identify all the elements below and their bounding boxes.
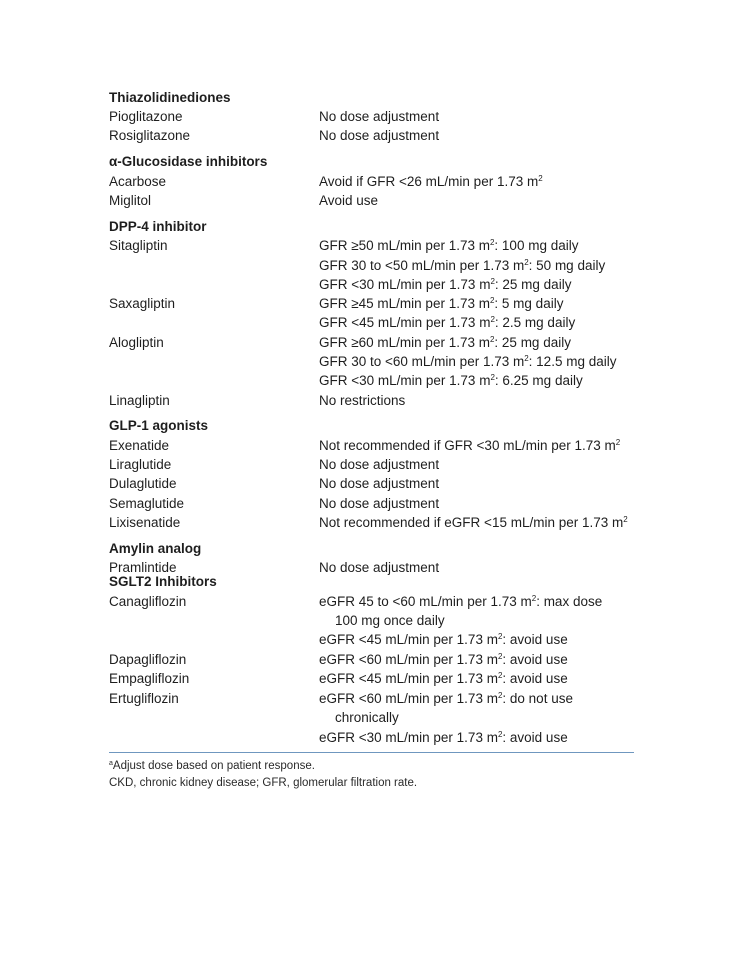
table-section-header: [0, 88, 741, 108]
dose-text-suffix: : 12.5 mg daily: [528, 354, 617, 369]
dose-recommendation: [319, 592, 602, 612]
table-row: [0, 107, 741, 127]
superscript-exponent: 2: [524, 354, 529, 363]
table-row: [0, 650, 741, 670]
drug-class-heading: DPP-4 inhibitor: [109, 219, 207, 234]
superscript-exponent: 2: [497, 671, 503, 680]
drug-class-heading: Thiazolidinediones: [109, 90, 231, 105]
drug-name: Rosiglitazone: [109, 128, 191, 143]
table-bottom-rule: [109, 752, 634, 753]
table-row: [0, 352, 741, 372]
dose-text: eGFR <45 mL/min per 1.73 m: [319, 671, 498, 686]
drug-name: Linagliptin: [109, 393, 170, 408]
table-row: [0, 513, 741, 533]
footnote-a: [109, 758, 315, 774]
drug-name: Semaglutide: [109, 496, 185, 511]
table-row: [0, 256, 741, 276]
dose-recommendation: [319, 275, 571, 295]
table-section-header: [0, 152, 741, 172]
superscript-exponent: 2: [524, 258, 529, 267]
table-row: [0, 294, 741, 314]
dose-recommendation: [319, 191, 378, 211]
superscript-exponent: 2: [497, 691, 503, 700]
table-row: [0, 236, 741, 256]
dose-text-suffix: : 25 mg daily: [494, 335, 571, 350]
dose-recommendation: [335, 708, 399, 728]
drug-name: Pramlintide: [109, 560, 177, 575]
dose-recommendation: [319, 391, 405, 411]
dose-text-suffix: : avoid use: [502, 652, 568, 667]
table-section-header: [0, 217, 741, 237]
table-row: [0, 611, 741, 631]
dose-text-suffix: : avoid use: [502, 671, 568, 686]
drug-class-heading: SGLT2 Inhibitors: [109, 574, 217, 589]
table-row: [0, 708, 741, 728]
superscript-exponent: 2: [497, 652, 503, 661]
drug-name: Canagliflozin: [109, 594, 187, 609]
drug-name: Liraglutide: [109, 457, 172, 472]
superscript-exponent: 2: [623, 515, 628, 524]
dose-text-suffix: : max dose: [536, 594, 603, 609]
dose-recommendation: [319, 126, 439, 146]
drug-name: Alogliptin: [109, 335, 164, 350]
table-row: [0, 592, 741, 612]
table-row: [0, 630, 741, 650]
dose-text: GFR 30 to <60 mL/min per 1.73 m: [319, 354, 525, 369]
superscript-exponent: 2: [538, 174, 543, 183]
superscript-exponent: 2: [490, 277, 495, 286]
dose-text: Not recommended if eGFR <15 mL/min per 1.73 m: [319, 515, 624, 530]
dose-text: No dose adjustment: [319, 476, 440, 491]
dose-text: eGFR 45 to <60 mL/min per 1.73 m: [319, 594, 532, 609]
dose-recommendation: [319, 294, 563, 314]
table-row: [0, 669, 741, 689]
dose-text: eGFR <30 mL/min per 1.73 m: [319, 730, 498, 745]
dose-text-suffix: : avoid use: [502, 730, 568, 745]
dose-text: chronically: [335, 710, 399, 725]
table-row: [0, 333, 741, 353]
dose-text: No dose adjustment: [319, 109, 440, 124]
dose-text: GFR <30 mL/min per 1.73 m: [319, 277, 491, 292]
dose-text-suffix: : 6.25 mg daily: [494, 373, 583, 388]
dose-recommendation: [319, 728, 568, 748]
drug-name: Acarbose: [109, 174, 167, 189]
drug-name: Ertugliflozin: [109, 691, 179, 706]
dose-text: GFR ≥45 mL/min per 1.73 m: [319, 296, 490, 311]
footnote-a-text: Adjust dose based on patient response.: [112, 760, 315, 772]
dose-text: GFR ≥50 mL/min per 1.73 m: [319, 238, 490, 253]
dose-text: No dose adjustment: [319, 560, 440, 575]
table-row: [0, 172, 741, 192]
drug-name: Lixisenatide: [109, 515, 181, 530]
dose-recommendation: [319, 494, 439, 514]
dose-recommendation: [319, 650, 568, 670]
dose-text: GFR ≥60 mL/min per 1.73 m: [319, 335, 490, 350]
dose-recommendation: [319, 474, 439, 494]
superscript-exponent: 2: [531, 594, 537, 603]
dose-text: 100 mg once daily: [335, 613, 445, 628]
dose-text: No dose adjustment: [319, 496, 440, 511]
dose-recommendation: [319, 689, 573, 709]
table-row: [0, 313, 741, 333]
table-row: [0, 126, 741, 146]
drug-name: Pioglitazone: [109, 109, 183, 124]
dose-recommendation: [319, 455, 439, 475]
superscript-exponent: 2: [497, 632, 503, 641]
dose-text-suffix: : 100 mg daily: [494, 238, 579, 253]
dose-recommendation: [319, 436, 620, 456]
dose-text-suffix: : 50 mg daily: [528, 258, 606, 273]
dose-text: GFR <45 mL/min per 1.73 m: [319, 315, 491, 330]
table-row: [0, 494, 741, 514]
superscript-exponent: 2: [497, 730, 503, 739]
superscript-exponent: 2: [490, 373, 495, 382]
drug-name: Dapagliflozin: [109, 652, 187, 667]
table-row: [0, 436, 741, 456]
dose-text: eGFR <60 mL/min per 1.73 m: [319, 652, 498, 667]
superscript-exponent: 2: [489, 296, 495, 305]
superscript-exponent: 2: [489, 238, 495, 247]
dose-text-suffix: : avoid use: [502, 632, 568, 647]
dose-recommendation: [319, 256, 605, 276]
dose-text: Avoid use: [319, 193, 379, 208]
superscript-exponent: 2: [489, 335, 495, 344]
dose-text: eGFR <60 mL/min per 1.73 m: [319, 691, 498, 706]
dose-recommendation: [319, 236, 578, 256]
dose-text-suffix: : 25 mg daily: [494, 277, 572, 292]
footnote-abbreviations: CKD, chronic kidney disease; GFR, glomerular filtration rate.: [109, 777, 418, 789]
table-row: [0, 275, 741, 295]
footnote-a-marker: a: [109, 760, 113, 767]
table-row: [0, 371, 741, 391]
dose-text: No restrictions: [319, 393, 406, 408]
dose-text: Avoid if GFR <26 mL/min per 1.73 m: [319, 174, 539, 189]
dose-recommendation: [319, 371, 583, 391]
superscript-exponent: 2: [490, 315, 495, 324]
dose-recommendation: [319, 107, 439, 127]
dose-recommendation: [319, 669, 568, 689]
table-row: [0, 455, 741, 475]
drug-class-heading: GLP-1 agonists: [109, 418, 209, 433]
drug-name: Exenatide: [109, 438, 170, 453]
table-row: [0, 391, 741, 411]
drug-name: Sitagliptin: [109, 238, 168, 253]
superscript-exponent: 2: [615, 438, 621, 447]
drug-class-heading: Amylin analog: [109, 541, 202, 556]
drug-name: Dulaglutide: [109, 476, 177, 491]
dose-recommendation: [319, 352, 616, 372]
dose-text-suffix: : 5 mg daily: [494, 296, 564, 311]
table-row: [0, 728, 741, 748]
dose-text: Not recommended if GFR <30 mL/min per 1.73 m: [319, 438, 616, 453]
dose-text-suffix: : 2.5 mg daily: [494, 315, 576, 330]
dose-text: No dose adjustment: [319, 457, 440, 472]
table-section-header: [0, 572, 741, 592]
dose-recommendation: [319, 513, 628, 533]
table-row: [0, 191, 741, 211]
table-section-header: [0, 539, 741, 559]
dose-recommendation: [335, 611, 445, 631]
dose-recommendation: [319, 172, 543, 192]
table-row: [0, 474, 741, 494]
dose-recommendation: [319, 333, 571, 353]
table-row: [0, 689, 741, 709]
dose-text: GFR 30 to <50 mL/min per 1.73 m: [319, 258, 525, 273]
dose-text: GFR <30 mL/min per 1.73 m: [319, 373, 491, 388]
dose-text: No dose adjustment: [319, 128, 440, 143]
dose-recommendation: [319, 313, 575, 333]
dose-text-suffix: : do not use: [502, 691, 573, 706]
drug-name: Saxagliptin: [109, 296, 176, 311]
drug-name: Empagliflozin: [109, 671, 190, 686]
dose-recommendation: [319, 630, 568, 650]
drug-name: Miglitol: [109, 193, 152, 208]
drug-class-heading: α-Glucosidase inhibitors: [109, 154, 268, 169]
table-section-header: [0, 416, 741, 436]
dose-text: eGFR <45 mL/min per 1.73 m: [319, 632, 498, 647]
